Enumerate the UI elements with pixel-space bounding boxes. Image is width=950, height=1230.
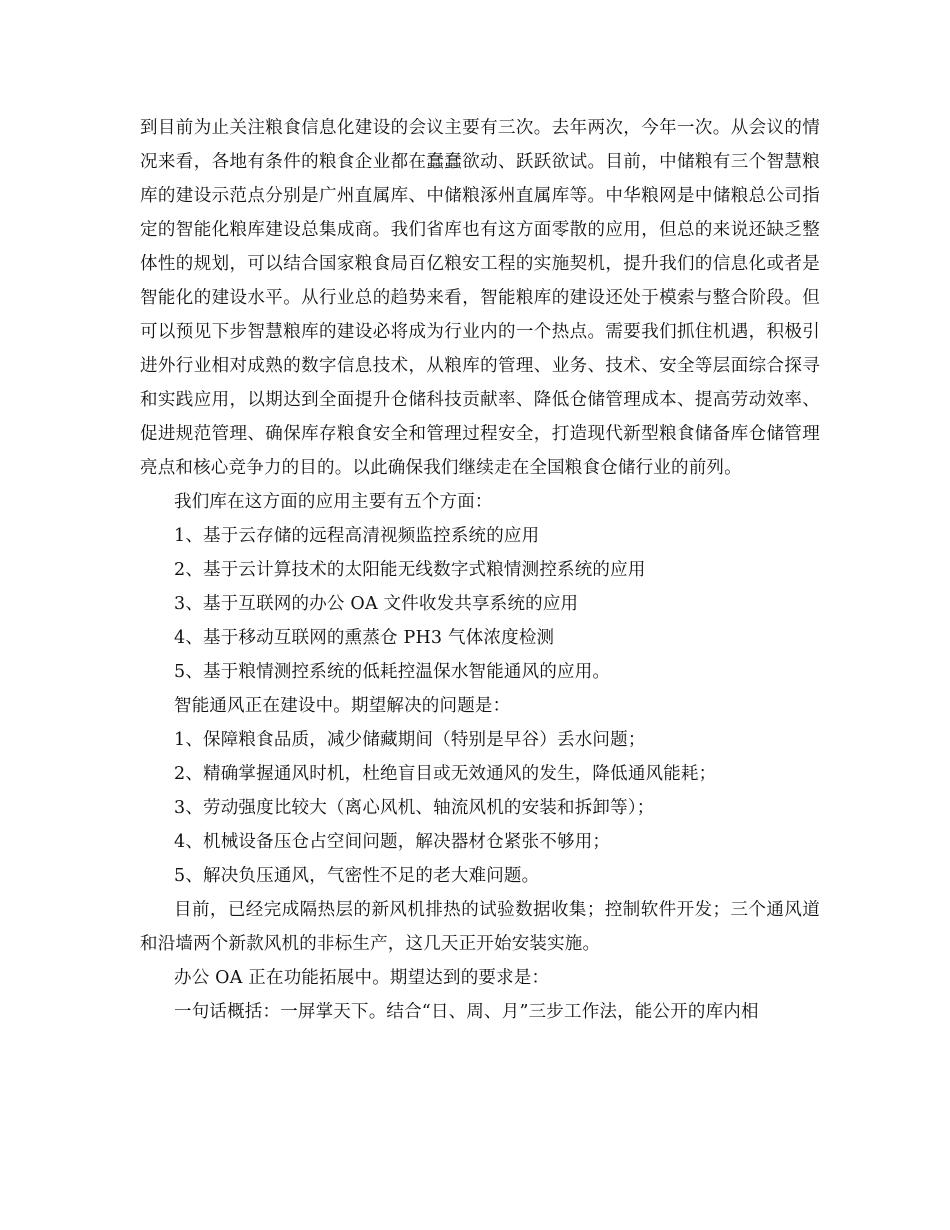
list-item: 3、基于互联网的办公 OA 文件收发共享系统的应用 (174, 594, 579, 614)
ventilation-intro: 智能通风正在建设中。期望解决的问题是： (174, 696, 511, 716)
list-item: 1、保障粮食品质，减少储藏期间（特别是早谷）丢水问题； (174, 730, 646, 750)
list-item: 3、劳动强度比较大（离心风机、轴流风机的安装和拆卸等）； (174, 798, 655, 818)
list-item: 5、解决负压通风，气密性不足的老大难问题。 (174, 866, 540, 886)
applications-intro: 我们库在这方面的应用主要有五个方面： (174, 492, 493, 512)
list-item: 1、基于云存储的远程高清视频监控系统的应用 (174, 526, 540, 546)
paragraph-intro: 到目前为止关注粮食信息化建设的会议主要有三次。去年两次，今年一次。从会议的情况来看，各地有条件的粮食企业都在蠢蠢欲动、跃跃欲试。目前，中储粮有三个智慧粮库的建设示范点分别是广州直属库、中储粮涿州直属库等。中华粮网是中储粮总公司指定的智能化粮库建设总集成商。我们省库也有这方面零散的应用，但总的来说还缺乏整体性的规划，可以结合国家粮食局百亿粮安工程的实施契机，提升我们的信息化或者是智能化的建设水平。从行业总的趋势来看，智能粮库的建设还处于模索与整合阶段。但可以预见下步智慧粮库的建设必将成为行业内的一个热点。需要我们抓住机遇，积极引进外行业相对成熟的数字信息技术，从粮库的管理、业务、技术、安全等层面综合探寻和实践应用，以期达到全面提升仓储科技贡献率、降低仓储管理成本、提高劳动效率、促进规范管理、确保库存粮食安全和管理过程安全，打造现代新型粮食储备库仓储管理亮点和核心竞争力的目的。以此确保我们继续走在全国粮食仓储行业的前列。 (140, 118, 820, 478)
list-item: 4、基于移动互联网的熏蒸仓 PH3 气体浓度检测 (174, 628, 555, 648)
oa-summary: 一句话概括：一屏掌天下。结合“日、周、月”三步工作法，能公开的库内相 (174, 1002, 759, 1022)
document-body (140, 111, 820, 1029)
list-item: 2、基于云计算技术的太阳能无线数字式粮情测控系统的应用 (174, 560, 646, 580)
paragraph-progress: 目前，已经完成隔热层的新风机排热的试验数据收集；控制软件开发；三个通风道和沿墙两个新款风机的非标生产，这几天正开始安装实施。 (140, 900, 820, 954)
list-item: 2、精确掌握通风时机，杜绝盲目或无效通风的发生，降低通风能耗； (174, 764, 717, 784)
oa-intro: 办公 OA 正在功能拓展中。期望达到的要求是： (174, 968, 550, 988)
list-item: 4、机械设备压仓占空间问题，解决器材仓紧张不够用； (174, 832, 611, 852)
list-item: 5、基于粮情测控系统的低耗控温保水智能通风的应用。 (174, 662, 611, 682)
